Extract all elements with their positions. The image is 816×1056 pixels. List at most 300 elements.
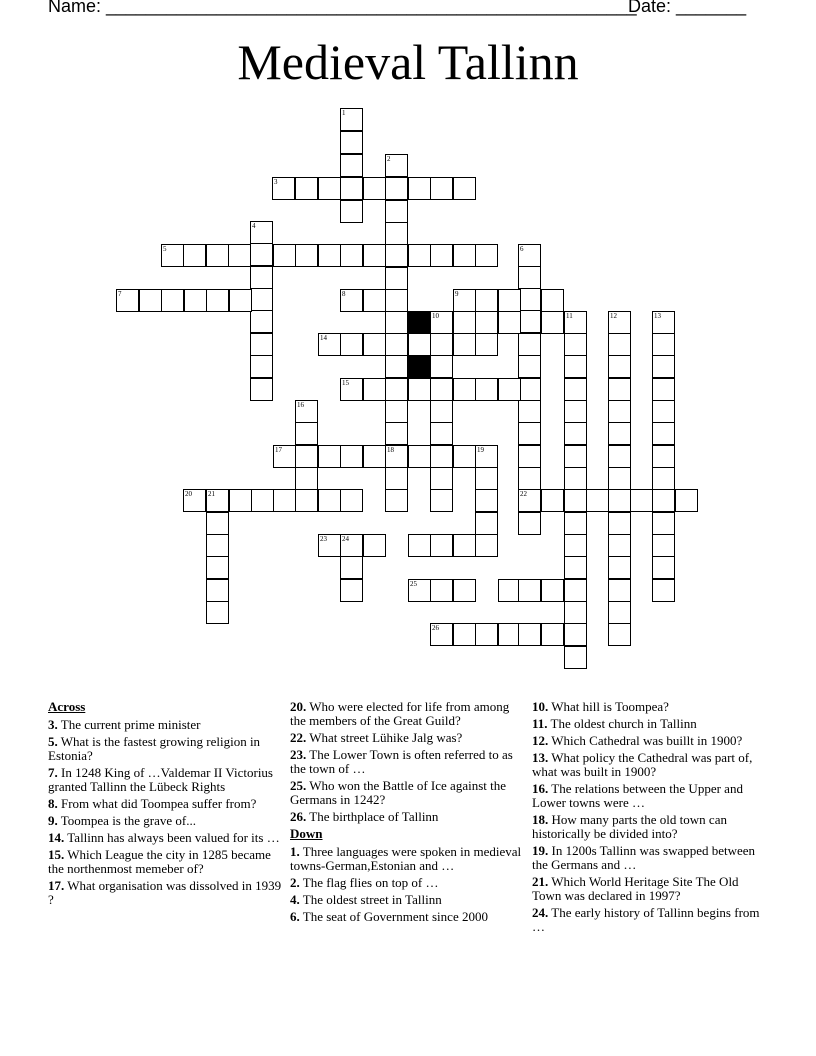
grid-cell[interactable] — [251, 489, 274, 512]
clue-number-label: 3. — [48, 717, 58, 732]
grid-cell[interactable] — [608, 400, 631, 423]
grid-cell[interactable] — [652, 489, 675, 512]
clue-item — [48, 766, 284, 794]
clue-item — [48, 831, 284, 845]
clue-text: Who won the Battle of Ice against the Germans in 1242? — [290, 778, 507, 807]
clue-number-label: 12. — [532, 733, 549, 748]
clue-text: What hill is Toompea? — [548, 699, 669, 714]
grid-cell[interactable] — [518, 467, 541, 490]
clue-number-label: 25. — [290, 778, 307, 793]
clue-item — [48, 718, 284, 732]
grid-cell[interactable] — [385, 200, 408, 223]
clue-number: 24 — [342, 535, 349, 543]
grid-cell[interactable] — [498, 289, 521, 312]
clue-number-label: 2. — [290, 875, 300, 890]
clue-text: The oldest street in Tallinn — [299, 892, 442, 907]
clue-number: 13 — [654, 312, 661, 320]
clue-item — [290, 910, 526, 924]
date-line: Date: _______ — [628, 0, 747, 16]
grid-cell[interactable] — [430, 400, 453, 423]
grid-cell[interactable] — [608, 579, 631, 602]
grid-cell[interactable] — [318, 244, 341, 267]
page-title: Medieval Tallinn — [237, 34, 579, 90]
grid-cell[interactable] — [453, 534, 476, 557]
clue-number: 3 — [274, 178, 278, 186]
grid-cell[interactable] — [430, 445, 453, 468]
grid-cell[interactable] — [652, 556, 675, 579]
grid-cell[interactable] — [385, 222, 408, 245]
clue-number-label: 5. — [48, 734, 58, 749]
clue-number: 17 — [275, 446, 282, 454]
grid-cell[interactable] — [453, 333, 476, 356]
grid-cell[interactable] — [318, 489, 341, 512]
grid-cell[interactable] — [518, 310, 541, 333]
grid-cell[interactable] — [475, 489, 498, 512]
grid-cell[interactable] — [385, 422, 408, 445]
grid-cell[interactable] — [564, 467, 587, 490]
grid-cell[interactable] — [652, 311, 675, 334]
clue-number-label: 8. — [48, 796, 58, 811]
grid-cell[interactable] — [340, 108, 363, 131]
grid-cell[interactable] — [385, 244, 408, 267]
clue-item — [290, 748, 526, 776]
grid-cell[interactable] — [430, 534, 453, 557]
grid-cell[interactable] — [250, 288, 273, 311]
clue-number: 14 — [320, 334, 327, 342]
grid-cell[interactable] — [408, 579, 431, 602]
clue-text: The current prime minister — [57, 717, 201, 732]
across-heading: Across — [48, 699, 86, 714]
grid-cell[interactable] — [518, 244, 541, 267]
grid-cell[interactable] — [453, 289, 476, 312]
grid-cell[interactable] — [608, 422, 631, 445]
clue-number-label: 21. — [532, 874, 549, 889]
grid-cell[interactable] — [273, 489, 296, 512]
grid-cell[interactable] — [564, 601, 587, 624]
grid-cell[interactable] — [564, 646, 587, 669]
grid-cell[interactable] — [518, 355, 541, 378]
grid-cell[interactable] — [318, 534, 341, 557]
grid-cell[interactable] — [518, 333, 541, 356]
grid-cell[interactable] — [564, 333, 587, 356]
grid-cell[interactable] — [564, 422, 587, 445]
grid-cell[interactable] — [430, 311, 453, 334]
clue-number-label: 26. — [290, 809, 307, 824]
grid-cell[interactable] — [453, 445, 476, 468]
grid-cell[interactable] — [408, 244, 431, 267]
clue-text: Which League the city in 1285 became the northenmost memeber of? — [48, 847, 271, 876]
grid-cell[interactable] — [652, 579, 675, 602]
grid-cell[interactable] — [453, 311, 476, 334]
grid-cell[interactable] — [475, 445, 498, 468]
grid-cell[interactable] — [475, 623, 498, 646]
grid-cell[interactable] — [608, 556, 631, 579]
grid-cell[interactable] — [161, 289, 184, 312]
clue-text: Toompea is the grave of... — [57, 813, 196, 828]
grid-cell[interactable] — [340, 289, 363, 312]
clue-number: 6 — [520, 245, 524, 253]
grid-cell[interactable] — [295, 445, 318, 468]
clue-number: 21 — [208, 490, 215, 498]
grid-cell[interactable] — [295, 467, 318, 490]
clue-number-label: 10. — [532, 699, 549, 714]
grid-cell[interactable] — [564, 400, 587, 423]
grid-cell[interactable] — [206, 289, 229, 312]
grid-cell[interactable] — [541, 289, 564, 312]
grid-cell[interactable] — [564, 623, 587, 646]
clue-number-label: 4. — [290, 892, 300, 907]
grid-cell[interactable] — [498, 311, 521, 334]
grid-cell[interactable] — [206, 579, 229, 602]
grid-cell[interactable] — [273, 244, 296, 267]
grid-cell[interactable] — [564, 445, 587, 468]
grid-cell[interactable] — [229, 489, 252, 512]
grid-cell[interactable] — [385, 489, 408, 512]
clue-number-label: 19. — [532, 843, 549, 858]
clue-text: How many parts the old town can historically be divided into? — [532, 812, 727, 841]
clue-text: Tallinn has always been valued for its … — [64, 830, 280, 845]
grid-cell[interactable] — [475, 311, 498, 334]
clue-text: The seat of Government since 2000 — [299, 909, 488, 924]
grid-cell[interactable] — [564, 556, 587, 579]
grid-cell[interactable] — [250, 310, 273, 333]
clue-number: 23 — [320, 535, 327, 543]
grid-cell[interactable] — [250, 333, 273, 356]
grid-cell[interactable] — [250, 243, 273, 266]
grid-cell[interactable] — [272, 177, 295, 200]
grid-cell[interactable] — [250, 221, 273, 244]
clue-text: Three languages were spoken in medieval towns-German,Estonian and … — [290, 844, 522, 873]
grid-cell[interactable] — [564, 579, 587, 602]
clue-number: 4 — [252, 222, 256, 230]
clue-number-label: 11. — [532, 716, 548, 731]
grid-cell[interactable] — [318, 445, 341, 468]
clue-item — [48, 814, 284, 828]
clue-number-label: 22. — [290, 730, 307, 745]
clue-number: 7 — [118, 290, 122, 298]
black-square — [408, 311, 431, 334]
clue-number: 2 — [387, 155, 391, 163]
grid-cell[interactable] — [295, 177, 318, 200]
grid-cell[interactable] — [318, 177, 341, 200]
clue-number: 15 — [342, 379, 349, 387]
grid-cell[interactable] — [541, 579, 564, 602]
grid-cell[interactable] — [518, 579, 541, 602]
grid-cell[interactable] — [430, 467, 453, 490]
grid-cell[interactable] — [453, 378, 476, 401]
grid-cell[interactable] — [385, 400, 408, 423]
grid-cell[interactable] — [206, 489, 229, 512]
grid-cell[interactable] — [475, 333, 498, 356]
grid-cell[interactable] — [430, 579, 453, 602]
clue-number: 16 — [297, 401, 304, 409]
clue-item — [290, 893, 526, 907]
down-heading: Down — [290, 826, 323, 841]
grid-cell[interactable] — [363, 445, 386, 468]
grid-cell[interactable] — [116, 289, 139, 312]
clue-number-label: 7. — [48, 765, 58, 780]
grid-cell[interactable] — [541, 489, 564, 512]
clue-number-label: 17. — [48, 878, 65, 893]
grid-cell[interactable] — [340, 445, 363, 468]
grid-cell[interactable] — [183, 489, 206, 512]
grid-cell[interactable] — [430, 422, 453, 445]
grid-cell[interactable] — [340, 154, 363, 177]
grid-cell[interactable] — [363, 333, 386, 356]
grid-cell[interactable] — [363, 378, 386, 401]
grid-cell[interactable] — [318, 333, 341, 356]
clue-item — [532, 813, 768, 841]
grid-cell[interactable] — [430, 489, 453, 512]
grid-cell[interactable] — [295, 489, 318, 512]
grid-cell[interactable] — [229, 289, 252, 312]
grid-cell[interactable] — [340, 131, 363, 154]
grid-cell[interactable] — [408, 177, 431, 200]
grid-cell[interactable] — [453, 579, 476, 602]
clue-item — [48, 797, 284, 811]
black-square — [408, 355, 431, 378]
clue-number: 5 — [163, 245, 167, 253]
clue-number-label: 9. — [48, 813, 58, 828]
grid-cell[interactable] — [608, 445, 631, 468]
grid-cell[interactable] — [184, 289, 207, 312]
clue-text: The birthplace of Tallinn — [306, 809, 439, 824]
clue-item — [532, 782, 768, 810]
grid-cell[interactable] — [295, 422, 318, 445]
grid-cell[interactable] — [652, 378, 675, 401]
clue-item — [290, 876, 526, 890]
grid-cell[interactable] — [340, 556, 363, 579]
grid-cell[interactable] — [518, 512, 541, 535]
grid-cell[interactable] — [430, 177, 453, 200]
grid-cell[interactable] — [183, 244, 206, 267]
grid-cell[interactable] — [408, 445, 431, 468]
clue-item — [532, 875, 768, 903]
clue-item — [290, 810, 526, 824]
clue-text: The early history of Tallinn begins from … — [532, 905, 760, 934]
grid-cell[interactable] — [206, 534, 229, 557]
grid-cell[interactable] — [564, 512, 587, 535]
grid-cell[interactable] — [385, 154, 408, 177]
grid-cell[interactable] — [608, 333, 631, 356]
grid-cell[interactable] — [652, 445, 675, 468]
grid-cell[interactable] — [340, 489, 363, 512]
clue-item — [290, 845, 526, 873]
clue-item — [48, 879, 284, 907]
grid-cell[interactable] — [206, 512, 229, 535]
grid-cell[interactable] — [608, 355, 631, 378]
clue-text: From what did Toompea suffer from? — [57, 796, 257, 811]
grid-cell[interactable] — [139, 289, 162, 312]
grid-cell[interactable] — [340, 244, 363, 267]
clue-number: 1 — [342, 109, 346, 117]
grid-cell[interactable] — [475, 467, 498, 490]
clue-text: The Lower Town is often referred to as the town of … — [290, 747, 513, 776]
grid-cell[interactable] — [408, 534, 431, 557]
clue-text: In 1248 King of …Valdemar II Victorius granted Tallinn the Lübeck Rights — [48, 765, 273, 794]
grid-cell[interactable] — [430, 355, 453, 378]
grid-cell[interactable] — [385, 355, 408, 378]
grid-cell[interactable] — [518, 422, 541, 445]
clue-number-label: 18. — [532, 812, 549, 827]
grid-cell[interactable] — [385, 467, 408, 490]
grid-cell[interactable] — [586, 489, 609, 512]
grid-cell[interactable] — [608, 623, 631, 646]
grid-cell[interactable] — [385, 267, 408, 290]
grid-cell[interactable] — [385, 177, 408, 200]
clues-column-3 — [532, 700, 768, 937]
grid-cell[interactable] — [652, 512, 675, 535]
grid-cell[interactable] — [652, 534, 675, 557]
clue-number: 25 — [410, 580, 417, 588]
grid-cell[interactable] — [340, 378, 363, 401]
clue-item — [532, 734, 768, 748]
grid-cell[interactable] — [675, 489, 698, 512]
grid-cell[interactable] — [608, 512, 631, 535]
grid-cell[interactable] — [363, 534, 386, 557]
grid-cell[interactable] — [206, 556, 229, 579]
grid-cell[interactable] — [363, 177, 386, 200]
grid-cell[interactable] — [518, 266, 541, 289]
clue-number: 22 — [520, 490, 527, 498]
grid-cell[interactable] — [250, 378, 273, 401]
clue-item — [290, 731, 526, 745]
clue-text: Which World Heritage Site The Old Town was declared in 1997? — [532, 874, 739, 903]
grid-cell[interactable] — [385, 445, 408, 468]
grid-cell[interactable] — [652, 400, 675, 423]
grid-cell[interactable] — [475, 289, 498, 312]
grid-cell[interactable] — [608, 534, 631, 557]
clue-number: 19 — [477, 446, 484, 454]
grid-cell[interactable] — [541, 311, 564, 334]
grid-cell[interactable] — [518, 623, 541, 646]
grid-cell[interactable] — [385, 311, 408, 334]
grid-cell[interactable] — [608, 601, 631, 624]
clue-text: The relations between the Upper and Lower towns were … — [532, 781, 743, 810]
clue-number: 8 — [342, 290, 346, 298]
grid-cell[interactable] — [608, 467, 631, 490]
clue-number: 18 — [387, 446, 394, 454]
grid-cell[interactable] — [518, 400, 541, 423]
grid-cell[interactable] — [564, 355, 587, 378]
clue-number-label: 20. — [290, 699, 307, 714]
grid-cell[interactable] — [340, 579, 363, 602]
clue-number: 12 — [610, 312, 617, 320]
grid-cell[interactable] — [250, 266, 273, 289]
grid-cell[interactable] — [652, 355, 675, 378]
grid-cell[interactable] — [340, 534, 363, 557]
grid-cell[interactable] — [340, 200, 363, 223]
name-line: Name: _____________________________________________________ — [48, 0, 637, 16]
grid-cell[interactable] — [564, 311, 587, 334]
clue-item — [532, 844, 768, 872]
grid-cell[interactable] — [475, 244, 498, 267]
grid-cell[interactable] — [430, 623, 453, 646]
grid-cell[interactable] — [453, 177, 476, 200]
clue-number-label: 15. — [48, 847, 65, 862]
grid-cell[interactable] — [295, 244, 318, 267]
clue-item — [290, 779, 526, 807]
clue-text: Who were elected for life from among the members of the Great Guild? — [290, 699, 510, 728]
clue-item — [532, 751, 768, 779]
clue-text: What street Lühike Jalg was? — [306, 730, 463, 745]
grid-cell[interactable] — [564, 534, 587, 557]
grid-cell[interactable] — [518, 489, 541, 512]
grid-cell[interactable] — [453, 623, 476, 646]
grid-cell[interactable] — [652, 422, 675, 445]
grid-cell[interactable] — [475, 512, 498, 535]
grid-cell[interactable] — [385, 333, 408, 356]
grid-cell[interactable] — [430, 244, 453, 267]
grid-cell[interactable] — [498, 378, 521, 401]
clue-item — [532, 700, 768, 714]
clue-item — [290, 700, 526, 728]
clue-number-label: 6. — [290, 909, 300, 924]
grid-cell[interactable] — [161, 244, 184, 267]
grid-cell[interactable] — [608, 311, 631, 334]
clue-item — [532, 906, 768, 934]
grid-cell[interactable] — [295, 400, 318, 423]
grid-cell[interactable] — [430, 333, 453, 356]
grid-cell[interactable] — [408, 333, 431, 356]
grid-cell[interactable] — [340, 333, 363, 356]
clue-number-label: 14. — [48, 830, 65, 845]
grid-cell[interactable] — [630, 489, 653, 512]
clue-text: What policy the Cathedral was part of, what was built in 1900? — [532, 750, 753, 779]
clue-text: The oldest church in Tallinn — [547, 716, 697, 731]
grid-cell[interactable] — [475, 378, 498, 401]
grid-cell[interactable] — [541, 623, 564, 646]
clue-item — [48, 735, 284, 763]
grid-cell[interactable] — [340, 177, 363, 200]
grid-cell[interactable] — [408, 378, 431, 401]
grid-cell[interactable] — [430, 378, 453, 401]
clues-column-2 — [290, 700, 526, 927]
grid-cell[interactable] — [518, 445, 541, 468]
grid-cell[interactable] — [608, 489, 631, 512]
grid-cell[interactable] — [363, 289, 386, 312]
grid-cell[interactable] — [652, 333, 675, 356]
clues-column-1 — [48, 700, 284, 910]
grid-cell[interactable] — [564, 489, 587, 512]
grid-cell[interactable] — [608, 378, 631, 401]
grid-cell[interactable] — [363, 244, 386, 267]
clue-number: 10 — [432, 312, 439, 320]
grid-cell[interactable] — [385, 289, 408, 312]
grid-cell[interactable] — [652, 467, 675, 490]
grid-cell[interactable] — [250, 355, 273, 378]
clue-text: What organisation was dissolved in 1939 ? — [48, 878, 282, 907]
grid-cell[interactable] — [228, 244, 251, 267]
grid-cell[interactable] — [453, 244, 476, 267]
clue-text: Which Cathedral was buillt in 1900? — [548, 733, 743, 748]
grid-cell[interactable] — [475, 534, 498, 557]
grid-cell[interactable] — [518, 378, 541, 401]
grid-cell[interactable] — [273, 445, 296, 468]
grid-cell[interactable] — [206, 244, 229, 267]
clue-number-label: 16. — [532, 781, 549, 796]
grid-cell[interactable] — [206, 601, 229, 624]
clue-number: 20 — [185, 490, 192, 498]
clue-number-label: 13. — [532, 750, 549, 765]
clue-number: 26 — [432, 624, 439, 632]
grid-cell[interactable] — [518, 288, 541, 311]
clue-number: 9 — [455, 290, 459, 298]
clue-number-label: 23. — [290, 747, 307, 762]
grid-cell[interactable] — [385, 378, 408, 401]
grid-cell[interactable] — [564, 378, 587, 401]
clue-number: 11 — [566, 312, 573, 320]
